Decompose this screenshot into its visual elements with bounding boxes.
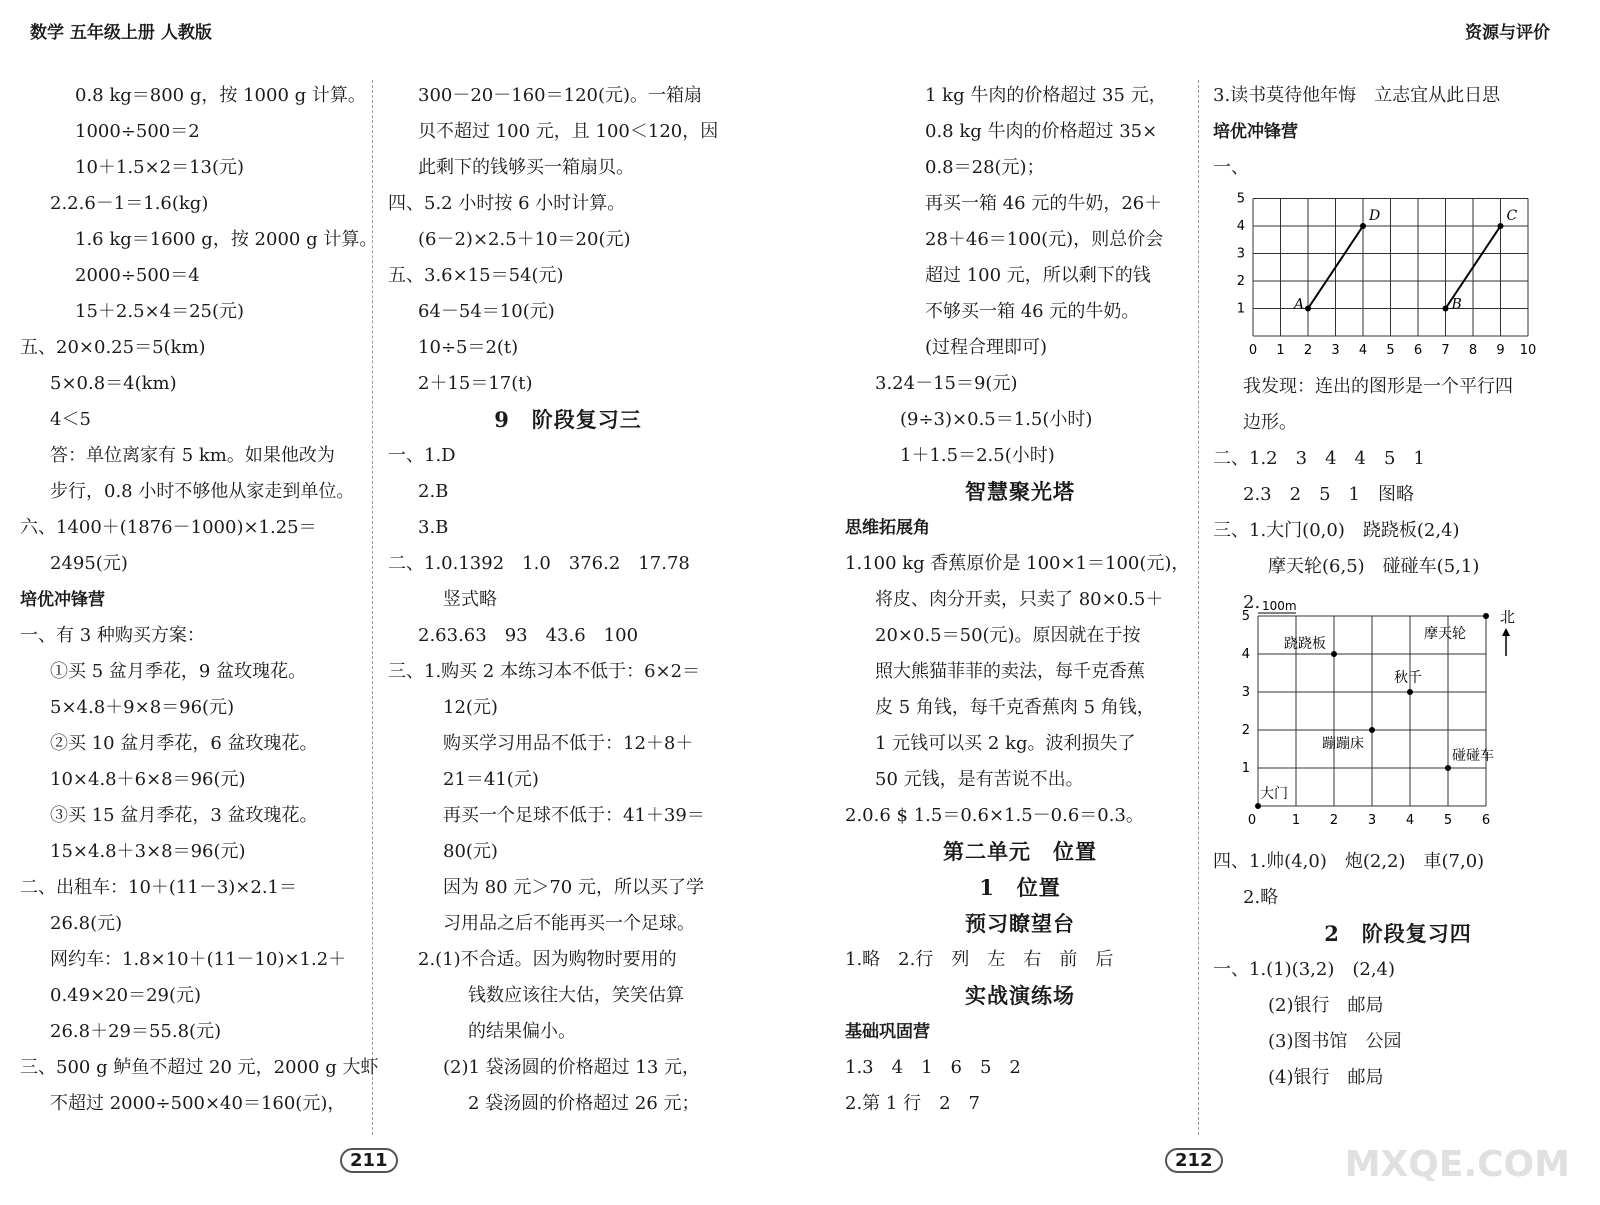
column-2 — [388, 78, 748, 1122]
col1-line: ①买 5 盆月季花，9 盆玫瑰花。 — [50, 661, 307, 682]
header-right: 资源与评价 — [1465, 23, 1550, 43]
place-point — [1369, 727, 1375, 733]
col1-line: 4＜5 — [50, 409, 91, 430]
col1-line: 答：单位离家有 5 km。如果他改为 — [50, 445, 335, 466]
col3-line: (9÷3)×0.5＝1.5(小时) — [900, 409, 1093, 430]
col1-line: 2495(元) — [50, 553, 128, 574]
x-tick-label: 7 — [1441, 343, 1450, 358]
col3-line: 基础巩固营 — [845, 1022, 930, 1042]
page-number-left: 211 — [340, 1148, 398, 1173]
point-B — [1443, 306, 1449, 312]
col2-line: 贝不超过 100 元，且 100＜120，因 — [418, 121, 719, 142]
col2-line: 3.B — [418, 517, 449, 538]
col4_top-line: 3.读书莫待他年悔 立志宜从此日思 — [1213, 85, 1501, 106]
col3-line: 1.100 kg 香蕉原价是 100×1＝100(元)， — [845, 553, 1190, 574]
north-label: 北 — [1500, 608, 1516, 626]
col4_mid-line: 二、1.2 3 4 4 5 1 — [1213, 448, 1425, 469]
col4_bot-line: 2 阶段复习四 — [1324, 921, 1472, 946]
col2-line: 300－20－160＝120(元)。一箱扇 — [418, 85, 703, 106]
place-label: 蹦蹦床 — [1322, 736, 1364, 752]
x-tick-label: 1 — [1276, 343, 1285, 358]
x-tick-label: 6 — [1413, 343, 1423, 358]
col1-line: 三、500 g 鲈鱼不超过 20 元，2000 g 大虾 — [20, 1057, 379, 1078]
col3-line: 50 元钱，是有苦说不出。 — [875, 769, 1084, 790]
watermark: MXQE.COM — [1344, 1144, 1570, 1185]
col3-line: 28＋46＝100(元)，则总价会 — [925, 229, 1164, 250]
point-A — [1305, 306, 1311, 312]
column-1 — [20, 78, 379, 1122]
point-C — [1498, 223, 1504, 229]
col3-line: 2.第 1 行 2 7 — [845, 1093, 980, 1114]
x-tick-label: 2 — [1329, 813, 1339, 828]
col2-line: 购买学习用品不低于：12＋8＋ — [443, 733, 694, 754]
col2-line: 2＋15＝17(t) — [418, 373, 533, 394]
place-point — [1407, 689, 1413, 695]
col1-line: 培优冲锋营 — [20, 590, 105, 610]
y-tick-label: 4 — [1236, 219, 1245, 234]
col1-line: 0.49×20＝29(元) — [50, 985, 202, 1006]
point-label: D — [1369, 208, 1381, 224]
y-tick-label: 2 — [1241, 723, 1250, 738]
x-tick-label: 0 — [1247, 813, 1257, 828]
place-label: 碰碰车 — [1452, 748, 1494, 764]
col3-line: 思维拓展角 — [845, 518, 930, 538]
col3-line: 1 kg 牛肉的价格超过 35 元， — [925, 85, 1167, 106]
col4_bot-line: (2)银行 邮局 — [1268, 995, 1384, 1016]
col1-line: ③买 15 盆月季花，3 盆玫瑰花。 — [50, 805, 318, 826]
col2-line: 再买一个足球不低于：41＋39＝ — [443, 805, 705, 826]
point-label: A — [1294, 296, 1305, 313]
x-tick-label: 3 — [1331, 343, 1340, 358]
col2-line: 一、1.D — [388, 445, 456, 466]
col2-line: 钱数应该往大估，笑笑估算 — [468, 985, 684, 1006]
col1-line: 六、1400＋(1876－1000)×1.25＝ — [20, 517, 317, 538]
col2-line: 五、3.6×15＝54(元) — [388, 265, 564, 286]
col3-line: 3.24－15＝9(元) — [875, 373, 1018, 394]
col1-line: 不超过 2000÷500×40＝160(元)， — [50, 1093, 346, 1114]
col1-line: 26.8＋29＝55.8(元) — [50, 1021, 222, 1042]
place-label: 摩天轮 — [1424, 626, 1466, 642]
park-map-graph — [1223, 599, 1553, 831]
col1-line: 步行，0.8 小时不够他从家走到单位。 — [50, 481, 355, 502]
y-tick-label: 1 — [1241, 761, 1250, 776]
x-tick-label: 0 — [1248, 343, 1258, 358]
col4_mid-line: 2. — [1243, 592, 1261, 613]
col4_bot-line: 2.略 — [1243, 887, 1279, 908]
col3-line: 智慧聚光塔 — [965, 479, 1075, 504]
col1-line: 5×4.8＋9×8＝96(元) — [50, 697, 235, 718]
col2-line: 三、1.购买 2 本练习本不低于：6×2＝ — [388, 661, 701, 682]
col3-line: 预习瞭望台 — [965, 911, 1075, 936]
col2-line: (2)1 袋汤圆的价格超过 13 元， — [443, 1057, 701, 1078]
col3-line: 1.3 4 1 6 5 2 — [845, 1057, 1021, 1078]
place-point — [1255, 803, 1261, 809]
col1-line: 二、出租车：10＋(11－3)×2.1＝ — [20, 877, 298, 898]
page-number-right: 212 — [1165, 1148, 1223, 1173]
col1-line: 15×4.8＋3×8＝96(元) — [50, 841, 246, 862]
col4_mid-line: 2.3 2 5 1 图略 — [1243, 484, 1414, 505]
col2-line: 的结果偏小。 — [468, 1021, 576, 1042]
place-label: 秋千 — [1394, 670, 1422, 686]
point-label: B — [1451, 296, 1462, 313]
place-point — [1331, 651, 1337, 657]
col3-line: 2.0.6 $ 1.5＝0.6×1.5－0.6＝0.3。 — [845, 805, 1144, 826]
col4_mid-line: 边形。 — [1243, 412, 1297, 433]
divider-2 — [1198, 80, 1199, 1135]
place-point — [1445, 765, 1451, 771]
col4_bot-line: (3)图书馆 公园 — [1268, 1031, 1402, 1052]
place-point — [1483, 613, 1489, 619]
x-tick-label: 5 — [1386, 343, 1395, 358]
col1-line: 2.2.6－1＝1.6(kg) — [50, 193, 209, 214]
x-tick-label: 5 — [1443, 813, 1453, 828]
col1-line: 0.8 kg＝800 g，按 1000 g 计算。 — [75, 85, 366, 106]
column-4 — [1213, 78, 1583, 1096]
y-tick-label: 2 — [1236, 274, 1245, 289]
col4_bot-line: 一、1.(1)(3,2) (2,4) — [1213, 959, 1396, 980]
col2-line: 21＝41(元) — [443, 769, 539, 790]
col2-line: 2.63.63 93 43.6 100 — [418, 625, 639, 646]
col2-line: (6－2)×2.5＋10＝20(元) — [418, 229, 631, 250]
col3-line: 1＋1.5＝2.5(小时) — [900, 445, 1055, 466]
col1-line: 五、20×0.25＝5(km) — [20, 337, 206, 358]
col3-line: 20×0.5＝50(元)。原因就在于按 — [875, 625, 1141, 646]
col3-line: 0.8 kg 牛肉的价格超过 35× — [925, 121, 1158, 142]
col4_mid-line: 我发现：连出的图形是一个平行四 — [1243, 376, 1513, 397]
col3-line: 不够买一箱 46 元的牛奶。 — [925, 301, 1140, 322]
col1-line: 26.8(元) — [50, 913, 123, 934]
col2-line: 二、1.0.1392 1.0 376.2 17.78 — [388, 553, 690, 574]
col1-line: 网约车：1.8×10＋(11－10)×1.2＋ — [50, 949, 347, 970]
col2-line: 竖式略 — [443, 589, 497, 610]
col1-line: 10×4.8＋6×8＝96(元) — [50, 769, 246, 790]
y-tick-label: 5 — [1236, 191, 1245, 207]
col3-line: 第二单元 位置 — [943, 839, 1097, 864]
col2-line: 12(元) — [443, 697, 498, 718]
col3-line: 超过 100 元，所以剩下的钱 — [925, 265, 1151, 286]
col3-line: 将皮、肉分开卖，只卖了 80×0.5＋ — [875, 589, 1164, 610]
col3-line: 1 位置 — [979, 875, 1061, 900]
scale-label: 100m — [1262, 599, 1297, 613]
col1-line: 10＋1.5×2＝13(元) — [75, 157, 245, 178]
col1-line: 一、有 3 种购买方案： — [20, 625, 205, 646]
y-tick-label: 3 — [1236, 246, 1245, 262]
col4_bot-line: (4)银行 邮局 — [1268, 1067, 1384, 1088]
col2-line: 习用品之后不能再买一个足球。 — [443, 913, 695, 934]
col1-line: 2000÷500＝4 — [75, 265, 200, 286]
col2-line: 2 袋汤圆的价格超过 26 元； — [468, 1093, 700, 1114]
x-tick-label: 1 — [1291, 813, 1301, 828]
point-D — [1360, 223, 1366, 229]
point-label: C — [1506, 208, 1518, 224]
y-tick-label: 1 — [1236, 301, 1245, 317]
col2-line: 80(元) — [443, 841, 498, 862]
x-tick-label: 4 — [1405, 813, 1415, 828]
col3-line: 0.8＝28(元)； — [925, 157, 1045, 178]
col2-line: 四、5.2 小时按 6 小时计算。 — [388, 193, 626, 214]
col3-line: 1.略 2.行 列 左 右 前 后 — [845, 949, 1114, 970]
col1-line: 5×0.8＝4(km) — [50, 373, 177, 394]
place-label: 大门 — [1260, 786, 1288, 802]
col4_top-line: 培优冲锋营 — [1213, 122, 1298, 142]
col3-line: 皮 5 角钱，每千克香蕉肉 5 角钱， — [875, 697, 1155, 718]
column-3 — [845, 78, 1195, 1122]
col3-line: 1 元钱可以买 2 kg。波利损失了 — [875, 733, 1136, 754]
col2-line: 此剩下的钱够买一箱扇贝。 — [418, 157, 634, 178]
coordinate-graph-1 — [1223, 186, 1553, 356]
x-tick-label: 4 — [1358, 343, 1368, 358]
col1-line: 15＋2.5×4＝25(元) — [75, 301, 245, 322]
x-tick-label: 2 — [1303, 343, 1313, 358]
col1-line: 1000÷500＝2 — [75, 121, 200, 142]
north-arrow-head — [1502, 628, 1510, 636]
col3-line: (过程合理即可) — [925, 337, 1048, 358]
x-tick-label: 10 — [1519, 343, 1537, 358]
col2-line: 10÷5＝2(t) — [418, 337, 519, 358]
col3-line: 实战演练场 — [965, 983, 1075, 1008]
col2-line: 2.B — [418, 481, 449, 502]
header-left: 数学 五年级上册 人教版 — [30, 23, 212, 43]
col2-line: 2.(1)不合适。因为购物时要用的 — [418, 949, 677, 970]
x-tick-label: 3 — [1367, 813, 1377, 828]
col3-line: 照大熊猫菲菲的卖法，每千克香蕉 — [875, 661, 1145, 682]
place-label: 跷跷板 — [1284, 636, 1326, 652]
x-tick-label: 6 — [1481, 813, 1491, 828]
col2-line: 64－54＝10(元) — [418, 301, 555, 322]
x-tick-label: 8 — [1468, 343, 1478, 358]
y-tick-label: 5 — [1241, 609, 1250, 624]
col2-line: 因为 80 元＞70 元，所以买了学 — [443, 877, 704, 898]
col1-line: ②买 10 盆月季花，6 盆玫瑰花。 — [50, 733, 318, 754]
col1-line: 1.6 kg＝1600 g，按 2000 g 计算。 — [75, 229, 378, 250]
col4_mid-line: 摩天轮(6,5) 碰碰车(5,1) — [1268, 556, 1480, 577]
col4_mid-line: 三、1.大门(0,0) 跷跷板(2,4) — [1213, 520, 1460, 541]
col3-line: 再买一箱 46 元的牛奶，26＋ — [925, 193, 1163, 214]
y-tick-label: 3 — [1241, 685, 1250, 700]
col4_bot-line: 四、1.帅(4,0) 炮(2,2) 車(7,0) — [1213, 851, 1485, 872]
col2-line: 9 阶段复习三 — [494, 407, 642, 432]
col4_top-line: 一、 — [1213, 157, 1249, 178]
y-tick-label: 4 — [1241, 647, 1250, 662]
x-tick-label: 9 — [1496, 343, 1505, 358]
